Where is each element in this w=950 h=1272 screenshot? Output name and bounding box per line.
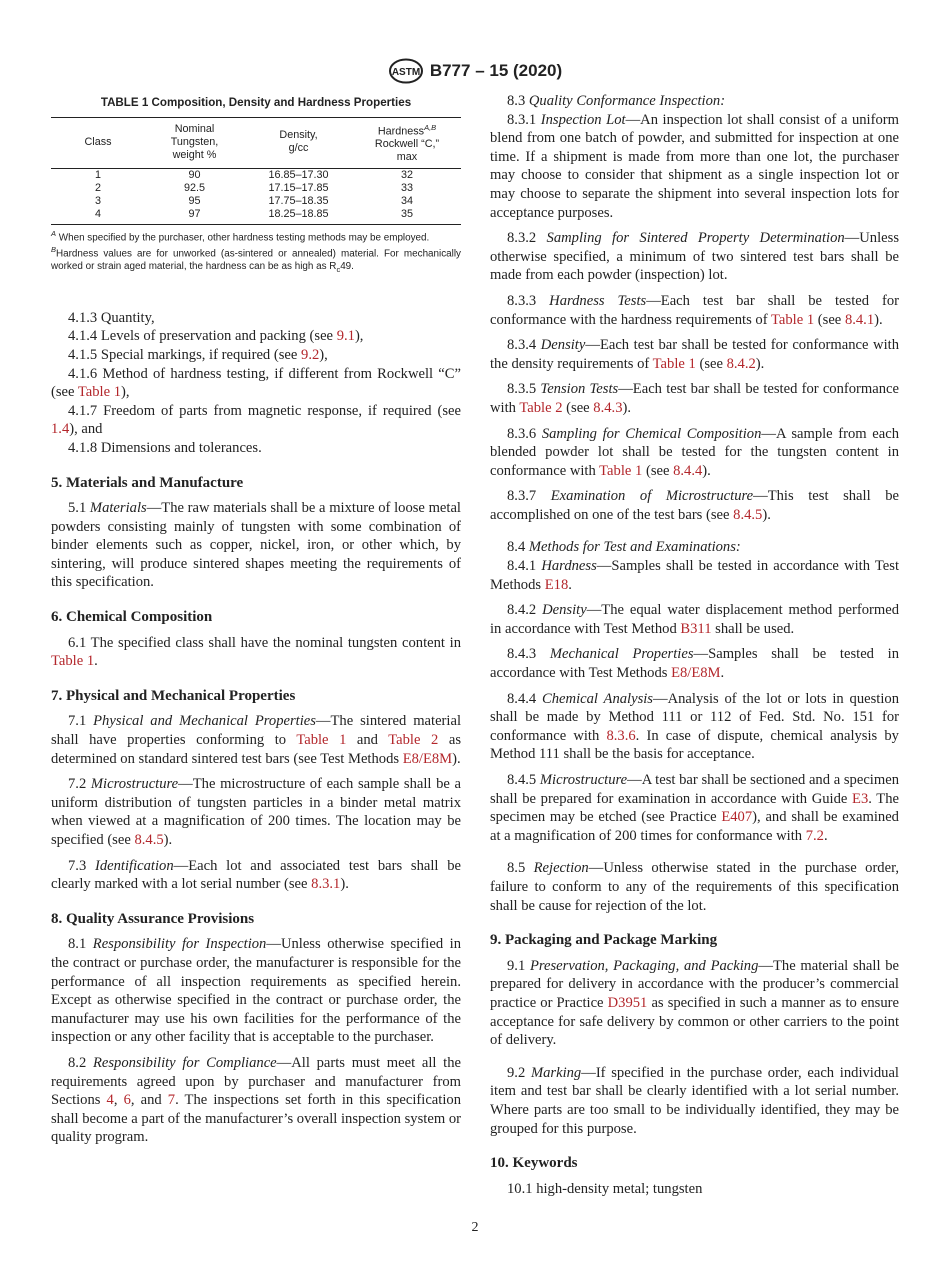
col-tungsten: Nominal Tungsten, weight % <box>145 117 244 169</box>
para-9-1: 9.1 Preservation, Packaging, and Packing—The material shall be prepared for delivery in accordance with the producer’s commercial practice or Practice D3951 as specified in such a manner as to ensure acceptance for safe delivery by common or other carriers to the point of delivery. <box>490 957 900 1049</box>
para-8-3-4: 8.3.4 Density—Each test bar shall be tested for conformance with the density requirements of Table 1 (see 8.4.2). <box>490 337 899 372</box>
table-row: 4 97 18.25–18.85 35 <box>51 208 461 225</box>
ref-section-6[interactable]: 6 <box>123 1092 131 1109</box>
item-4-1-7: 4.1.7 Freedom of parts from magnetic response, if required (see 1.4), and <box>51 402 461 438</box>
para-8-4-3: 8.4.3 Mechanical Properties—Samples shall be tested in accordance with Test Methods E8/E8M. <box>490 646 899 682</box>
ref-b311[interactable]: B311 <box>680 620 712 637</box>
svg-text:ASTM: ASTM <box>391 67 420 78</box>
item-4-1-8: 4.1.8 Dimensions and tolerances. <box>68 439 262 456</box>
para-8-5: 8.5 Rejection—Unless otherwise stated in the purchase order, failure to conform to any of the requirements of this specification shall be cause for rejection of the lot. <box>490 860 899 914</box>
table-row: 2 92.5 17.15–17.85 33 <box>94 182 413 195</box>
ref-table-1[interactable]: Table 1 <box>599 462 643 479</box>
ref-8-4-5[interactable]: 8.4.5 <box>134 832 164 848</box>
ref-8-3-6[interactable]: 8.3.6 <box>606 727 636 744</box>
table-row: 1 90 16.85–17.30 32 <box>94 169 413 182</box>
ref-section-4[interactable]: 4 <box>106 1092 114 1109</box>
section-8-heading: 8. Quality Assurance Provisions <box>51 910 255 927</box>
composition-table <box>51 117 461 226</box>
para-8-4-2: 8.4.2 Density—The equal water displacement method performed in accordance with Test Method B311 shall be used. <box>490 602 899 637</box>
section-10-heading: 10. Keywords <box>490 1155 578 1172</box>
ref-8-4-5[interactable]: 8.4.5 <box>733 506 763 523</box>
item-4-1-6: 4.1.6 Method of hardness testing, if different from Rockwell “C” (see Table 1), <box>51 365 461 401</box>
ref-e3[interactable]: E3 <box>852 790 869 807</box>
left-column <box>51 92 461 1147</box>
ref-8-4-1[interactable]: 8.4.1 <box>844 311 875 328</box>
item-4-1-3: 4.1.3 Quantity, <box>68 309 155 326</box>
ref-9-2[interactable]: 9.2 <box>301 346 320 363</box>
item-4-1-5: 4.1.5 Special markings, if required (see 9.2), <box>68 346 328 363</box>
table-header-row <box>51 117 461 169</box>
para-8-3-5: 8.3.5 Tension Tests—Each test bar shall be tested for conformance with Table 2 (see 8.4.3). <box>490 381 899 416</box>
col-class: Class <box>51 117 145 169</box>
para-10-1: 10.1 high-density metal; tungsten <box>507 1180 703 1197</box>
para-8-4-5: 8.4.5 Microstructure—A test bar shall be sectioned and a specimen shall be prepared for examination in accordance with Guide E3. The specimen may be etched (see Practice E407), and shall be examined at a magnification of 200 times for conformance with 7.2. <box>490 772 899 844</box>
para-7-3: 7.3 Identification—Each lot and associated test bars shall be clearly marked with a lot serial number (see 8.3.1). <box>51 857 462 893</box>
ref-7-2[interactable]: 7.2 <box>805 827 824 844</box>
ref-8-4-4[interactable]: 8.4.4 <box>673 462 703 479</box>
para-8-4: 8.4 Methods for Test and Examinations: <box>507 539 741 556</box>
para-8-4-1: 8.4.1 Hardness—Samples shall be tested in accordance with Test Methods E18. <box>490 558 899 593</box>
ref-e8-e8m[interactable]: E8/E8M <box>402 750 453 767</box>
ref-table-2[interactable]: Table 2 <box>388 732 439 749</box>
section-6-heading: 6. Chemical Composition <box>51 609 213 626</box>
table-caption: TABLE 1 Composition, Density and Hardness Properties <box>100 96 412 109</box>
ref-table-1[interactable]: Table 1 <box>296 732 347 749</box>
para-8-1: 8.1 Responsibility for Inspection—Unless otherwise specified in the contract or purchase order, the manufacturer is responsible for the performance of all inspection requirements as specified herein. Except as otherwise specified in the contract or purchase order, the manufacturer may use his own facilities for the performance of the inspection or any other facility that is acceptable to the purchaser. <box>51 936 462 1046</box>
ref-table-2[interactable]: Table 2 <box>519 399 563 416</box>
page-number: 2 <box>471 1220 479 1235</box>
ref-9-1[interactable]: 9.1 <box>336 328 355 345</box>
para-8-4-4: 8.4.4 Chemical Analysis—Analysis of the lot or lots in question shall be made by Method 111 or 112 of Fed. Std. No. 151 for conformance with 8.3.6. In case of dispute, chemical analysis by Method 111 shall be the basis for acceptance. <box>490 690 899 763</box>
designation: B777 – 15 (2020) <box>429 61 563 80</box>
section-9-heading: 9. Packaging and Package Marking <box>490 932 718 949</box>
section-5-heading: 5. Materials and Manufacture <box>51 474 244 491</box>
para-7-1: 7.1 Physical and Mechanical Properties—The sintered material shall have properties conforming to Table 1 and Table 2 as determined on standard sintered test bars (see Test Methods E8/E8M). <box>51 713 462 767</box>
ref-e8-e8m[interactable]: E8/E8M <box>671 665 721 682</box>
ref-8-4-2[interactable]: 8.4.2 <box>726 355 756 372</box>
para-7-2: 7.2 Microstructure—The microstructure of each sample shall be a uniform distribution of tungsten particles in a binder metal matrix when viewed at a magnification of 200 times. The location may be specified (see 8.4.5). <box>51 776 461 848</box>
ref-e407[interactable]: E407 <box>721 809 753 826</box>
table-footnote-b: $^B$Hardness values are for unworked (as-sintered or annealed) material. For mechanically worked or strain aged material, the hardness can be as high as $R_c49$. <box>51 245 461 274</box>
ref-e18[interactable]: E18 <box>544 576 569 593</box>
ref-8-3-1[interactable]: 8.3.1 <box>311 876 341 893</box>
item-4-1-4: 4.1.4 Levels of preservation and packing (see 9.1), <box>68 328 364 345</box>
para-8-3-1: 8.3.1 Inspection Lot—An inspection lot shall consist of a uniform blend from one batch of powder, and submitted for inspection at one time. If a shipment is made from more than one lot, the purchaser may choose to consider that shipment as a single inspection lot or may choose to separate the shipment into several inspection lots for acceptance purposes. <box>490 111 899 221</box>
order-items-list <box>51 309 461 458</box>
para-5-1: 5.1 Materials—The raw materials shall be a mixture of loose metal powders consisting mainly of tungsten with some combination of binder elements such as copper, nickel, iron, or other which, by sintering, will produce sintered shapes meeting the requirements of this specification. <box>51 500 461 591</box>
table-row: 3 95 17.75–18.35 34 <box>94 195 413 208</box>
para-8-3-3: 8.3.3 Hardness Tests—Each test bar shall be tested for conformance with the hardness requirements of Table 1 (see 8.4.1). <box>490 292 899 328</box>
para-9-2: 9.2 Marking—If specified in the purchase order, each individual item and test bar shall be clearly identified with a lot serial number. Where parts are too small to be individually identified, they may be grouped for this purpose. <box>490 1064 899 1137</box>
para-8-3: 8.3 Quality Conformance Inspection: <box>507 93 726 109</box>
para-8-3-2: 8.3.2 Sampling for Sintered Property Determination—Unless otherwise specified, a minimum of two sintered test bars shall be made from each powder (inspection) lot. <box>490 230 899 284</box>
ref-1-4[interactable]: 1.4 <box>51 421 70 438</box>
col-hardness: Hardness$^{A,B}$ Rockwell “C,” max <box>353 117 461 169</box>
document-header <box>0 58 950 84</box>
col-density: Density, g/cc <box>244 117 353 169</box>
ref-section-7[interactable]: 7 <box>167 1092 176 1109</box>
ref-d3951[interactable]: D3951 <box>607 994 648 1011</box>
section-7-heading: 7. Physical and Mechanical Properties <box>51 687 296 704</box>
para-8-2: 8.2 Responsibility for Compliance—All parts must meet all the requirements agreed upon by purchaser and manufacturer from Sections 4, 6, and 7. The inspections set forth in this specification shall become a part of the manufacturer’s overall inspection system or quality program. <box>51 1054 462 1146</box>
para-8-3-6: 8.3.6 Sampling for Chemical Composition—A sample from each blended powder lot shall be tested for the tungsten content in conformance with Table 1 (see 8.4.4). <box>490 425 899 479</box>
para-8-3-7: 8.3.7 Examination of Microstructure—This test shall be accomplished on one of the test bars (see 8.4.5). <box>490 488 899 523</box>
ref-table-1[interactable]: Table 1 <box>652 355 696 372</box>
para-6-1: 6.1 The specified class shall have the nominal tungsten content in Table 1. <box>51 634 461 670</box>
astm-logo-icon <box>388 58 424 84</box>
ref-table-1[interactable]: Table 1 <box>51 653 95 670</box>
ref-table-1[interactable]: Table 1 <box>770 311 815 328</box>
ref-table-1[interactable]: Table 1 <box>77 384 122 401</box>
table-footnote-a: $^A$ When specified by the purchaser, other hardness testing methods may be employed. <box>51 229 430 244</box>
right-column <box>490 92 899 1198</box>
ref-8-4-3[interactable]: 8.4.3 <box>593 399 623 416</box>
